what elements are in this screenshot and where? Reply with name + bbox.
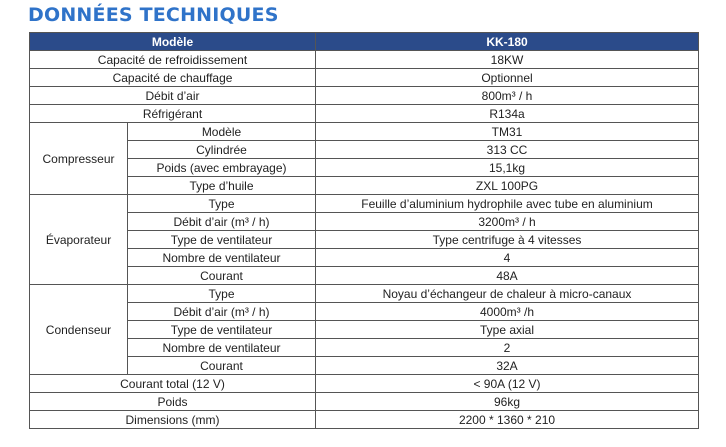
table-header-row bbox=[30, 33, 699, 51]
table-row bbox=[30, 321, 699, 339]
row-label: Débit d’air (m³ / h) bbox=[128, 213, 316, 231]
group-label-evaporateur: Évaporateur bbox=[30, 195, 128, 285]
row-value: 800m³ / h bbox=[316, 87, 699, 105]
row-label: Modèle bbox=[128, 123, 316, 141]
header-value: KK-180 bbox=[316, 33, 699, 51]
row-label: Courant bbox=[128, 267, 316, 285]
row-label: Courant bbox=[128, 357, 316, 375]
row-value: Optionnel bbox=[316, 69, 699, 87]
table-row bbox=[30, 267, 699, 285]
page-title: DONNÉES TECHNIQUES bbox=[28, 4, 279, 26]
row-value: 18KW bbox=[316, 51, 699, 69]
table-row bbox=[30, 105, 699, 123]
row-label: Type bbox=[128, 285, 316, 303]
row-value: 15,1kg bbox=[316, 159, 699, 177]
table-row bbox=[30, 339, 699, 357]
table-row bbox=[30, 123, 699, 141]
table-row bbox=[30, 357, 699, 375]
row-label: Capacité de chauffage bbox=[30, 69, 316, 87]
row-value: 313 CC bbox=[316, 141, 699, 159]
row-label: Débit d’air bbox=[30, 87, 316, 105]
table-row bbox=[30, 177, 699, 195]
row-label: Nombre de ventilateur bbox=[128, 339, 316, 357]
row-value: 48A bbox=[316, 267, 699, 285]
row-value: Type axial bbox=[316, 321, 699, 339]
table-row bbox=[30, 303, 699, 321]
row-label: Poids bbox=[30, 393, 316, 411]
row-label: Type bbox=[128, 195, 316, 213]
row-value: 32A bbox=[316, 357, 699, 375]
row-label: Réfrigérant bbox=[30, 105, 316, 123]
table-row bbox=[30, 231, 699, 249]
row-value: TM31 bbox=[316, 123, 699, 141]
row-value: Feuille d’aluminium hydrophile avec tube en aluminium bbox=[316, 195, 699, 213]
row-label: Dimensions (mm) bbox=[30, 411, 316, 429]
table-row bbox=[30, 411, 699, 429]
row-label: Type de ventilateur bbox=[128, 231, 316, 249]
row-label: Capacité de refroidissement bbox=[30, 51, 316, 69]
row-label: Cylindrée bbox=[128, 141, 316, 159]
row-value: R134a bbox=[316, 105, 699, 123]
row-label: Poids (avec embrayage) bbox=[128, 159, 316, 177]
group-label-compresseur: Compresseur bbox=[30, 123, 128, 195]
row-value: 96kg bbox=[316, 393, 699, 411]
row-label: Type de ventilateur bbox=[128, 321, 316, 339]
table-row bbox=[30, 375, 699, 393]
row-value: < 90A (12 V) bbox=[316, 375, 699, 393]
table-row bbox=[30, 159, 699, 177]
row-label: Nombre de ventilateur bbox=[128, 249, 316, 267]
table-row bbox=[30, 285, 699, 303]
row-value: Type centrifuge à 4 vitesses bbox=[316, 231, 699, 249]
row-value: Noyau d’échangeur de chaleur à micro-canaux bbox=[316, 285, 699, 303]
group-label-condenseur: Condenseur bbox=[30, 285, 128, 375]
table-row bbox=[30, 69, 699, 87]
row-value: 2 bbox=[316, 339, 699, 357]
table-row bbox=[30, 87, 699, 105]
row-label: Courant total (12 V) bbox=[30, 375, 316, 393]
table-row bbox=[30, 141, 699, 159]
table-row bbox=[30, 195, 699, 213]
table-row bbox=[30, 393, 699, 411]
table-row bbox=[30, 51, 699, 69]
row-label: Débit d’air (m³ / h) bbox=[128, 303, 316, 321]
header-label: Modèle bbox=[30, 33, 316, 51]
row-value: ZXL 100PG bbox=[316, 177, 699, 195]
table-row bbox=[30, 249, 699, 267]
spec-table bbox=[29, 32, 699, 429]
row-label: Type d’huile bbox=[128, 177, 316, 195]
row-value: 2200 * 1360 * 210 bbox=[316, 411, 699, 429]
table-row bbox=[30, 213, 699, 231]
row-value: 3200m³ / h bbox=[316, 213, 699, 231]
row-value: 4000m³ /h bbox=[316, 303, 699, 321]
row-value: 4 bbox=[316, 249, 699, 267]
